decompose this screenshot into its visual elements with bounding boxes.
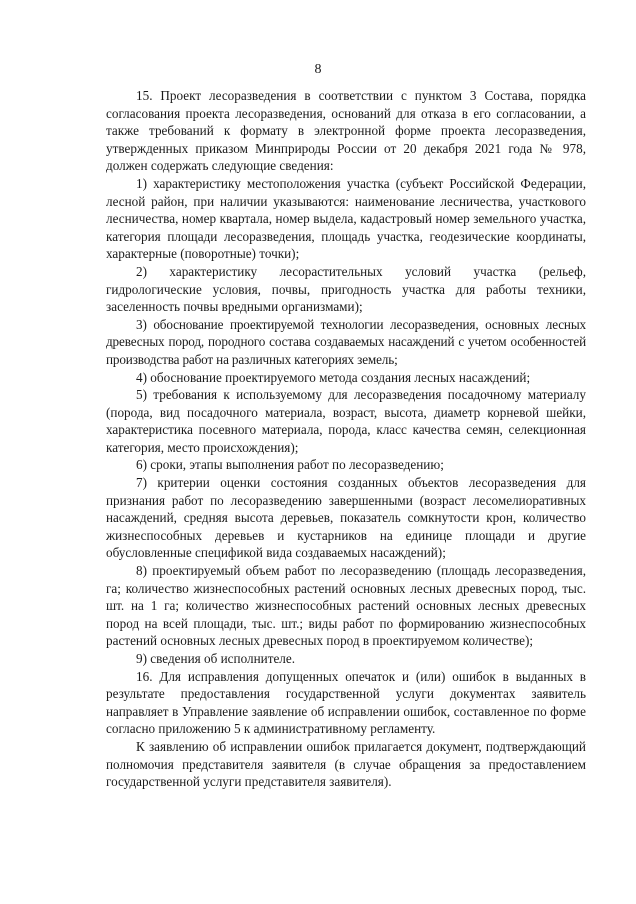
list-item-4: 4) обоснование проектируемого метода создания лесных насаждений; [136,369,531,385]
list-item-6: 6) сроки, этапы выполнения работ по лесоразведению; [136,457,444,473]
list-item-5: 5) требования к используемому для лесоразведения посадочному материалу (порода, вид посадочного материала, возраст, высота, диаметр корневой шейки, характеристика посевного материала, порода, класс качества семян, селекционная категория, место происхождения); [106,387,586,455]
paragraph-16: 16. Для исправления допущенных опечаток и (или) ошибок в выданных в результате предоставления государственной услуги документах заявитель направляет в Управление заявление об исправлении ошибок, составленное по форме согласно приложению 5 к административному регламенту. [106,668,586,737]
list-item-9: 9) сведения об исполнителе. [136,651,296,666]
list-item-1: 1) характеристику местоположения участка (субъект Российской Федерации, лесной район, при наличии указываются: наименование лесничества, участкового лесничества, номер квартала, номер выдела, кадастровый номер земельного участка, категория площади лесоразведения, площадь участка, геодезические координаты, характерные (поворотные) точки); [106,175,586,262]
list-item-2: 2) характеристику лесорастительных условий участка (рельеф, гидрологические условия, почвы, пригодность участка для работы техники, заселенность почвы вредными организмами); [106,263,586,315]
document-body [106,87,586,791]
list-item-8: 8) проектируемый объем работ по лесоразведению (площадь лесоразведения, га; количество жизнеспособных растений основных лесных древесных пород, тыс. шт. на 1 га; количество жизнеспособных растений основных лесных древесных пород на всей площади, тыс. шт.; виды работ по формированию жизнеспособных растений основных лесных древесных пород в проектируемом количестве); [106,563,586,649]
page-number: 8 [314,62,322,77]
paragraph-attachment: К заявлению об исправлении ошибок прилагается документ, подтверждающий полномочия представителя заявителя (в случае обращения за предоставлением государственной услуги представителя заявителя). [106,738,586,790]
list-item-3: 3) обоснование проектируемой технологии лесоразведения, основных лесных древесных пород, породного состава создаваемых насаждений с учетом особенностей производства работ на различных категориях земель; [106,316,586,367]
list-item-7: 7) критерии оценки состояния созданных объектов лесоразведения для признания работ по лесоразведению завершенными (возраст лесомелиоративных насаждений, средняя высота деревьев, показатель сомкнутости крон, количество жизнеспособных деревьев и кустарников на единице площади и другие обусловленные спецификой вида создаваемых насаждений); [106,475,586,561]
paragraph-15-intro: 15. Проект лесоразведения в соответствии с пунктом 3 Состава, порядка согласования проекта лесоразведения, оснований для отказа в его согласовании, а также требований к формату в электронной форме проекта лесоразведения, утвержденных приказом Минприроды России от 20 декабря 2021 года № 978, должен содержать следующие сведения: [106,88,586,174]
